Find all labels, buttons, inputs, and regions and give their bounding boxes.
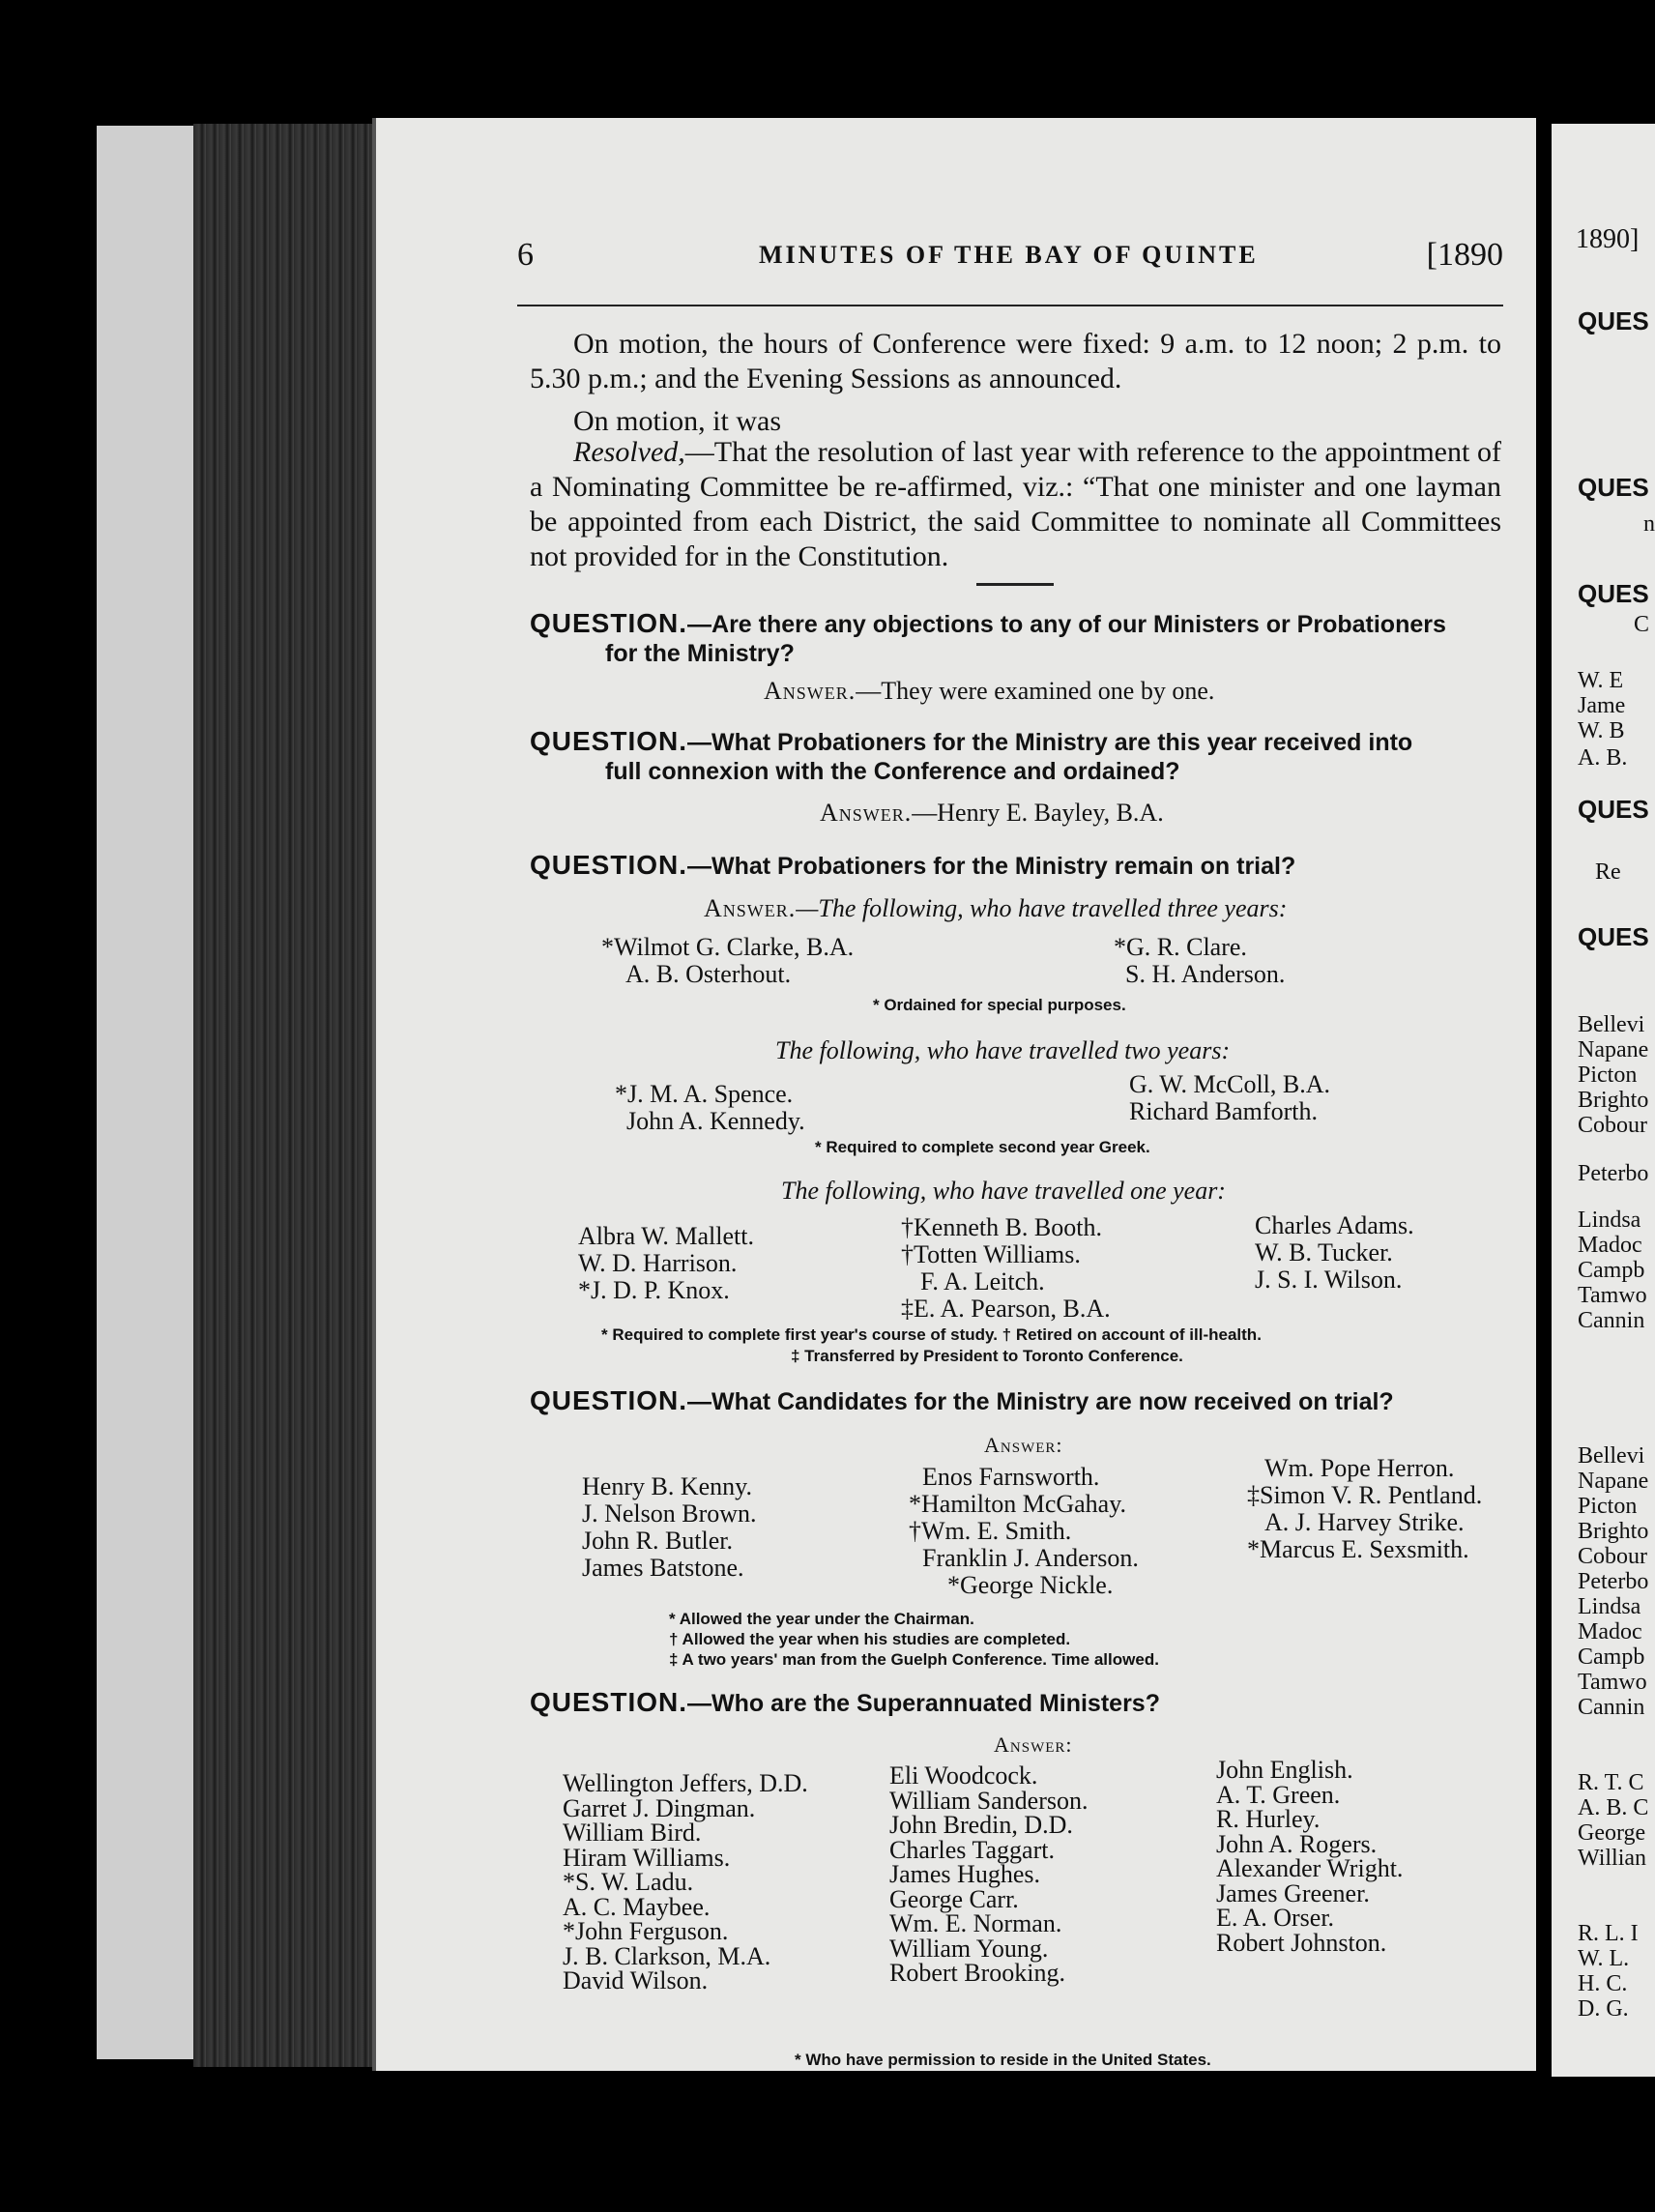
question-label: QUESTION. [530,726,688,756]
superannuated-col2 [889,1763,1088,1986]
list-item: ‡Simon V. R. Pentland. [1247,1481,1483,1509]
list-item: *Wilmot G. Clarke, B.A. [601,933,855,961]
question-candidates [530,1386,1506,1416]
question-label: QUESTION. [530,1687,688,1717]
right-page-fragment: QUES [1578,923,1649,950]
question-label: QUESTION. [530,850,688,880]
answer-objections [764,677,1214,706]
question-objections [530,609,1506,668]
answer-label: Answer: [984,1433,1063,1457]
footnote: † Allowed the year when his studies are completed. [669,1630,1071,1648]
list-item: F. A. Leitch. [920,1267,1045,1295]
paragraph-hours: On motion, the hours of Conference were fixed: 9 a.m. to 12 noon; 2 p.m. to 5.30 p.m.; and the Evening Sessions as announced. [530,328,1501,394]
list-item: J. S. I. Wilson. [1255,1266,1403,1294]
right-page-fragment: A. B. C [1578,1795,1649,1820]
list-item: James Hughes. [889,1860,1040,1888]
page-header [517,237,1503,276]
list-item: W. D. Harrison. [578,1249,738,1277]
right-page-fragment: Campb [1578,1258,1645,1283]
list-item: Albra W. Mallett. [578,1222,754,1250]
section-divider [976,583,1054,586]
book-binding [193,124,377,2067]
right-page-fragment: Peterbo [1578,1569,1649,1594]
right-page-fragment: H. C. [1578,1971,1628,1996]
right-page-fragment: Picton [1578,1062,1638,1088]
answer-text: —They were examined one by one. [856,677,1215,705]
candidates-col1 [582,1473,757,1582]
right-page-fragment: Bellevi [1578,1012,1645,1037]
list-item: William Bird. [563,1819,702,1847]
right-page-fragment: QUES [1578,796,1649,823]
footnote: ‡ A two years' man from the Guelph Conference. Time allowed. [669,1650,1159,1669]
right-page-fragment: W. L. [1578,1946,1630,1971]
three-years-heading [704,894,1287,923]
book-page-edges [97,126,193,2059]
list-item: Eli Woodcock. [889,1761,1038,1790]
list-item: †Wm. E. Smith. [909,1517,1072,1545]
right-page-fragment: Peterbo [1578,1161,1649,1186]
list-item: Wellington Jeffers, D.D. [563,1769,808,1797]
right-page-fragment: A. B. [1578,745,1628,771]
list-item: A. C. Maybee. [563,1892,711,1921]
right-page-fragment: Madoc [1578,1619,1642,1644]
resolved-text: —That the resolution of last year with reference to the appointment of a Nominating Committee be re-affirmed, viz.: “That one minister and one layman be appointed from each District, the said Committee to nominate all Committees not provided for in the Constitution. [530,436,1501,572]
right-page-fragment: W. B [1578,718,1625,743]
right-page-fragment: Brighto [1578,1088,1649,1113]
answer-superannuated [994,1732,1073,1758]
list-item: Enos Farnsworth. [922,1463,1100,1491]
right-page-fragment: QUES [1578,474,1649,501]
right-page-fragment: Tamwo [1578,1283,1647,1308]
list-item: *George Nickle. [947,1571,1114,1599]
list-item: John Bredin, D.D. [889,1811,1073,1839]
question-label: QUESTION. [530,1385,688,1415]
list-item: A. T. Green. [1216,1780,1341,1809]
list-item: Robert Johnston. [1216,1928,1387,1957]
list-item: *S. W. Ladu. [563,1868,694,1896]
list-item: *John Ferguson. [563,1917,729,1945]
list-item: James Batstone. [582,1554,744,1582]
list-item: ‡E. A. Pearson, B.A. [901,1295,1111,1323]
list-item: Hiram Williams. [563,1843,731,1872]
list-item: Wm. Pope Herron. [1264,1454,1455,1482]
list-item: Garret J. Dingman. [563,1793,756,1822]
answer-candidates [984,1433,1063,1458]
list-item: Wm. E. Norman. [889,1909,1062,1937]
one-year-col1 [578,1223,754,1304]
list-item: †Kenneth B. Booth. [901,1213,1102,1241]
question-text-cont: for the Ministry? [605,640,795,667]
footnote: * Who have permission to reside in the United States. [795,2051,1211,2069]
list-item: John English. [1216,1756,1353,1784]
list-item: William Young. [889,1934,1049,1963]
right-page-fragment: Cannin [1578,1308,1645,1333]
answer-label: Answer. [820,799,913,827]
right-page-fragment: R. T. C [1578,1770,1644,1795]
paragraph-motion: On motion, it was [573,405,781,437]
list-item: S. H. Anderson. [1125,960,1286,988]
right-page-fragment: Lindsa [1578,1208,1641,1233]
right-page-fragment: Madoc [1578,1233,1642,1258]
right-page-fragment: Picton [1578,1494,1638,1519]
superannuated-col3 [1216,1758,1403,1955]
list-item: George Carr. [889,1884,1019,1913]
answer-label: Answer. [764,677,857,705]
question-text: —What Probationers for the Ministry are this year received into [687,729,1413,756]
list-item: John A. Rogers. [1216,1829,1378,1858]
right-page-fragment: Napane [1578,1469,1649,1494]
list-item: John A. Kennedy. [626,1107,805,1135]
answer-received [820,799,1164,828]
footnote: * Ordained for special purposes. [873,996,1126,1014]
one-year-heading: The following, who have travelled one year: [781,1177,1226,1205]
footnote: * Allowed the year under the Chairman. [669,1610,974,1628]
answer-label: Answer. [704,894,797,922]
list-item: John R. Butler. [582,1527,734,1555]
right-page-fragment: C [1634,612,1650,637]
list-item: A. B. Osterhout. [625,960,792,988]
list-item: E. A. Orser. [1216,1904,1335,1932]
list-item: †Totten Williams. [901,1240,1081,1268]
answer-label: Answer: [994,1732,1073,1757]
right-page-fragment: Cobour [1578,1544,1647,1569]
right-page-fragment: Re [1595,859,1621,885]
question-on-trial [530,851,1506,881]
right-page-fragment: Lindsa [1578,1594,1641,1619]
list-item: *J. D. P. Knox. [578,1276,730,1304]
right-page-fragment: Bellevi [1578,1443,1645,1469]
list-item: G. W. McColl, B.A. [1129,1070,1331,1098]
three-years-text: —The following, who have travelled three years: [796,894,1288,922]
list-item: A. J. Harvey Strike. [1264,1508,1465,1536]
list-item: James Greener. [1216,1878,1370,1907]
list-item: Richard Bamforth. [1129,1097,1318,1125]
right-page-fragment: Cannin [1578,1695,1645,1720]
two-years-left [615,1081,805,1135]
question-text-cont: full connexion with the Conference and ordained? [605,758,1180,785]
list-item: William Sanderson. [889,1786,1089,1815]
question-text: —What Probationers for the Ministry remain on trial? [687,853,1296,880]
two-years-heading: The following, who have travelled two years: [775,1036,1231,1064]
list-item: *J. M. A. Spence. [615,1080,794,1108]
right-page-fragment: n [1643,511,1655,537]
running-title: MINUTES OF THE BAY OF QUINTE [759,241,1259,269]
two-years-right [1129,1071,1330,1125]
list-item: *G. R. Clare. [1114,933,1247,961]
right-page-fragment: Cobour [1578,1113,1647,1138]
question-text: —Who are the Superannuated Ministers? [687,1690,1160,1717]
list-item: *Marcus E. Sexsmith. [1247,1535,1469,1563]
list-item: R. Hurley. [1216,1805,1321,1833]
candidates-col2 [909,1464,1139,1599]
superannuated-col1 [563,1771,808,1994]
question-superannuated [530,1688,1506,1718]
right-page-fragment: Willian [1578,1846,1647,1871]
list-item: Franklin J. Anderson. [922,1544,1139,1572]
list-item: Alexander Wright. [1216,1854,1404,1882]
three-years-left [601,934,854,988]
list-item: Henry B. Kenny. [582,1472,752,1500]
question-text: —Are there any objections to any of our Ministers or Probationers [687,611,1446,638]
one-year-col3 [1255,1212,1414,1294]
candidates-notes [669,1609,1159,1670]
list-item: Robert Brooking. [889,1959,1065,1987]
list-item: Charles Taggart. [889,1835,1055,1864]
three-years-right [1114,934,1285,988]
header-year: [1890 [1426,237,1503,273]
right-page-fragment: D. G. [1578,1996,1629,2022]
header-rule [517,305,1503,306]
list-item: Charles Adams. [1255,1211,1414,1239]
question-received [530,727,1506,786]
list-item: J. B. Clarkson, M.A. [563,1941,771,1970]
question-label: QUESTION. [530,608,688,638]
right-page-year: 1890] [1576,226,1640,253]
paragraph-resolved [530,435,1501,574]
answer-text: —Henry E. Bayley, B.A. [912,799,1164,827]
right-page-fragment: QUES [1578,307,1649,335]
one-year-col2 [901,1214,1111,1323]
page-number: 6 [517,237,534,273]
right-page-fragment: R. L. I [1578,1921,1639,1946]
question-text: —What Candidates for the Ministry are now received on trial? [687,1388,1394,1415]
right-page-fragment: Campb [1578,1644,1645,1670]
right-page-fragment: W. E [1578,668,1624,693]
right-page-fragment: Brighto [1578,1519,1649,1544]
right-page-fragment: Tamwo [1578,1670,1647,1695]
list-item: David Wilson. [563,1966,709,1994]
right-page-fragment: Jame [1578,693,1626,718]
footnote: * Required to complete second year Greek. [815,1138,1150,1156]
resolved-lead: Resolved, [573,436,685,468]
right-page-fragment: George [1578,1820,1646,1846]
footnote: ‡ Transferred by President to Toronto Conference. [791,1347,1183,1365]
right-page-fragment: QUES [1578,580,1649,607]
list-item: J. Nelson Brown. [582,1499,757,1528]
footnote: * Required to complete first year's course of study. † Retired on account of ill-health. [601,1325,1262,1344]
list-item: W. B. Tucker. [1255,1238,1393,1266]
candidates-col3 [1247,1455,1482,1563]
list-item: *Hamilton McGahay. [909,1490,1127,1518]
right-page-fragment: Napane [1578,1037,1649,1062]
